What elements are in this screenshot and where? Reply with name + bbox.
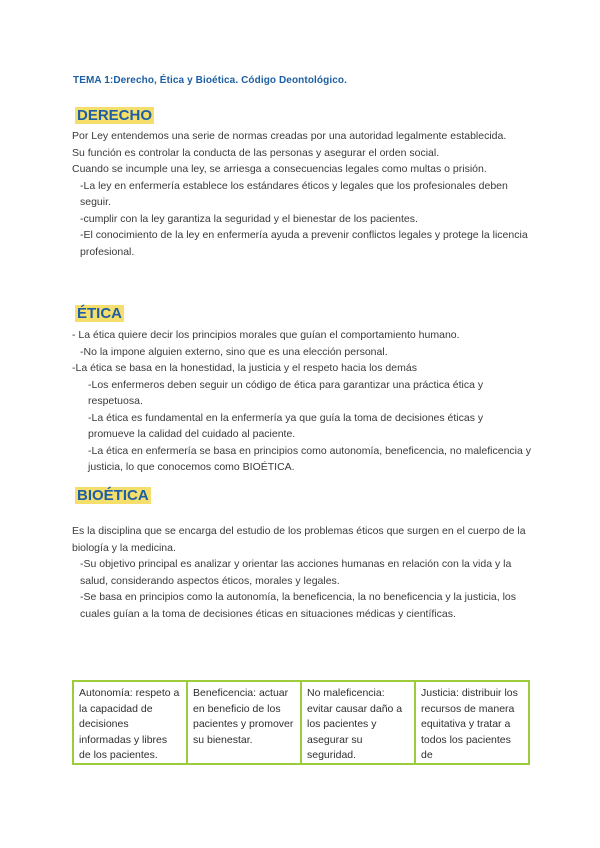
paragraph-line: Es la disciplina que se encarga del estudio de los problemas éticos que surgen en el cuerpo de la biología y la medicina. <box>72 525 526 554</box>
paragraph-line: -Su objetivo principal es analizar y orientar las acciones humanas en relación con la vida y la salud, considerando aspectos éticos, morales y legales. <box>80 558 512 587</box>
paragraph-line: -La ley en enfermería establece los estándares éticos y legales que los profesionales deben seguir. <box>80 179 508 208</box>
paragraph-line: -La ética se basa en la honestidad, la justicia y el respeto hacia los demás <box>72 362 417 374</box>
section-bioetica-body <box>72 523 532 622</box>
paragraph-line: -cumplir con la ley garantiza la seguridad y el bienestar de los pacientes. <box>80 212 418 225</box>
heading-bioetica-text: BIOÉTICA <box>77 487 149 504</box>
paragraph-line: -La ética en enfermería se basa en principios como autonomía, beneficencia, no maleficencia y justicia, lo que conocemos como BIOÉTICA. <box>88 444 531 473</box>
principle-cell-beneficencia: Beneficencia: actuar en beneficio de los pacientes y promover su bienestar. <box>188 682 302 763</box>
paragraph-line: -La ética es fundamental en la enfermería ya que guía la toma de decisiones éticas y promueve la calidad del cuidado al paciente. <box>88 411 484 440</box>
section-derecho-body <box>72 128 532 260</box>
principle-cell-justicia: Justicia: distribuir los recursos de manera equitativa y tratar a todos los pacientes de <box>421 687 518 761</box>
heading-etica-text: ÉTICA <box>77 305 122 322</box>
heading-derecho-text: DERECHO <box>77 107 153 124</box>
paragraph-line: -No la impone alguien externo, sino que es una elección personal. <box>80 345 388 358</box>
paragraph-line: Su función es controlar la conducta de las personas y asegurar el orden social. <box>72 146 440 159</box>
paragraph-line: Cuando se incumple una ley, se arriesga a consecuencias legales como multas o prisión. <box>72 163 487 175</box>
heading-bioetica <box>72 486 154 506</box>
paragraph-line: -Los enfermeros deben seguir un código de ética para garantizar una práctica ética y respetuosa. <box>88 378 484 407</box>
document-title: TEMA 1:Derecho, Ética y Bioética. Código Deontológico. <box>73 75 347 86</box>
paragraph-line: Por Ley entendemos una serie de normas creadas por una autoridad legalmente establecida. <box>72 130 507 142</box>
paragraph-line: -Se basa en principios como la autonomía, la beneficencia, la no beneficencia y la justicia, los cuales guían a la toma de decisiones éticas en situaciones médicas y científicas. <box>80 591 517 620</box>
principle-cell-no-maleficencia: No maleficencia: evitar causar daño a los pacientes y asegurar su seguridad. <box>302 682 416 763</box>
heading-etica <box>72 304 127 324</box>
paragraph-line: -El conocimiento de la ley en enfermería ayuda a prevenir conflictos legales y protege la licencia profesional. <box>80 229 528 258</box>
paragraph-line: - La ética quiere decir los principios morales que guían el comportamiento humano. <box>72 329 460 341</box>
section-etica-body <box>72 327 532 476</box>
principle-cell-autonomia: Autonomía: respeto a la capacidad de decisiones informadas y libres de los pacientes. <box>74 682 188 763</box>
principles-table <box>72 680 530 765</box>
heading-derecho <box>72 106 157 126</box>
